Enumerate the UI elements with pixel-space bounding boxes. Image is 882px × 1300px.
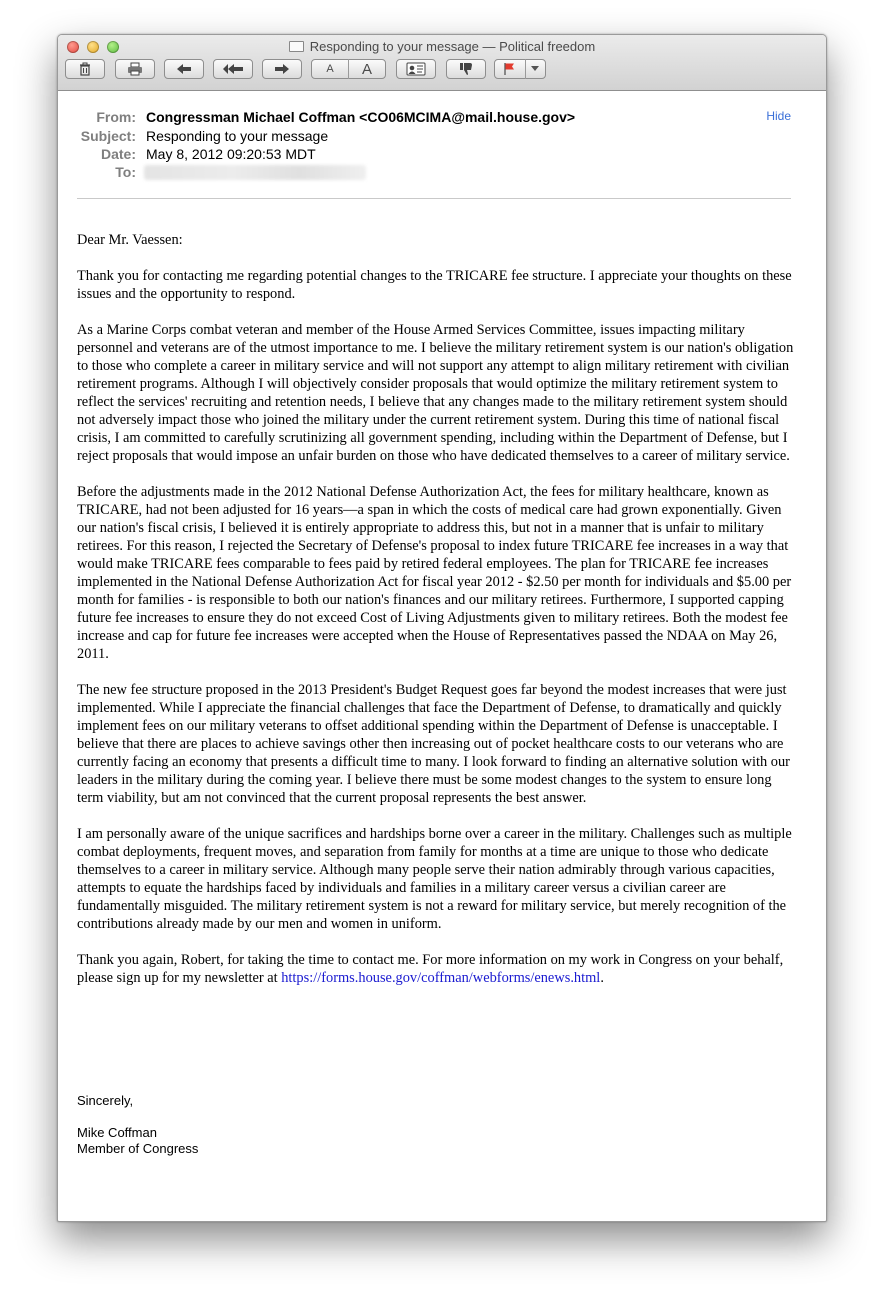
flag-button[interactable] [494,59,546,79]
window-title [58,39,826,54]
flag-menu-divider [525,59,526,79]
greeting: Dear Mr. Vaessen: [77,232,183,248]
paragraph-6-end: . [600,970,604,986]
flag-icon [503,62,517,76]
font-size-buttons [311,59,386,79]
signature-title: Member of Congress [77,1141,199,1156]
newsletter-link[interactable]: https://forms.house.gov/coffman/webforms/enews.html [281,970,601,986]
from-value[interactable]: Congressman Michael Coffman <CO06MCIMA@mail.house.gov> [146,109,576,125]
delete-button[interactable] [65,59,105,79]
hide-link[interactable]: Hide [766,109,791,123]
junk-button[interactable] [446,59,486,79]
envelope-icon [289,41,304,52]
smaller-font-button[interactable]: A [326,63,334,75]
larger-font-button[interactable]: A [361,60,372,78]
redacted-recipient [144,165,366,180]
paragraph-6-text: Thank you again, Robert, for taking the time to contact me. For more information on my work in Congress on your behalf, please sign up for my newsletter at [77,952,784,986]
paragraph-3: Before the adjustments made in the 2012 National Defense Authorization Act, the fees for military healthcare, known as TRICARE, had not been adjusted for 16 years—a span in which the costs of medical care had grown exponentially. Given our nation's fiscal crisis, I believed it is entirely appropriate to address this, but not in a manner that is unfair to military retirees. For this reason, I rejected the Secretary of Defense's proposal to index future TRICARE fee increases in a way that would make TRICARE fees comparable to fees paid by retired federal employees. The plan for TRICARE fee increases implemented in the National Defense Authorization Act for fiscal year 2012 - $2.50 per month for individuals and $5.00 per month for families - is responsible to both our nation's finances and our military retirees. Furthermore, I supported capping future fee increases to ensure they do not exceed Cost of Living Adjustments given to military retirees. Both the modest fee increase and cap for future fee increases were accepted when the House of Representatives passed the NDAA on May 26, 2011. [77,484,792,662]
chevron-down-icon[interactable] [531,66,539,72]
paragraph-2: As a Marine Corps combat veteran and member of the House Armed Services Committee, issues impacting military personnel and veterans are of the utmost importance to me. I believe the military retirement system is our nation's obligation to those who complete a career in military service and will not support any attempt to align military retirement with civilian retirement programs. Although I will objectively consider proposals that would optimize the military retirement system to reflect the services' recruiting and retention needs, I believe that any changes made to the military retirement system should not adversely impact those who joined the military under the current retirement system. During this time of national fiscal crisis, I am committed to carefully scrutinizing all government spending, including within the Department of Defense, but I reject proposals that would impose an unfair burden on those who have dedicated themselves to a career of military service. [77,322,794,464]
title-bar[interactable] [58,35,826,91]
header-divider [77,198,791,199]
trash-icon [78,62,92,76]
forward-arrow-icon [274,63,290,75]
printer-icon [127,62,143,76]
print-button[interactable] [115,59,155,79]
date-value: May 8, 2012 09:20:53 MDT [146,146,316,162]
message-body [77,231,795,1005]
mail-window [57,34,827,1222]
address-card-button[interactable] [396,59,436,79]
reply-all-arrow-icon [222,63,244,75]
paragraph-6 [77,951,795,987]
to-label: To: [115,164,136,180]
from-label: From: [96,109,136,125]
subject-label: Subject: [80,128,136,144]
subject-value: Responding to your message [146,128,329,144]
thumbs-down-icon [459,62,473,76]
reply-button[interactable] [164,59,204,79]
signature-name: Mike Coffman [77,1125,157,1140]
date-label: Date: [100,146,136,162]
address-card-icon [406,62,426,76]
reply-arrow-icon [176,63,192,75]
window-title-text: Responding to your message — Political freedom [309,39,596,54]
closing: Sincerely, [77,1093,134,1108]
paragraph-4: The new fee structure proposed in the 2013 President's Budget Request goes far beyond the modest increases that were just implemented. While I appreciate the financial challenges that face the Department of Defense, to dramatically and quickly implement fees on our military veterans to offset additional spending within the Department of Defense is unacceptable. I believe that there are places to achieve savings other then increasing out of pocket healthcare costs to our veterans who are currently facing an economy that presents a difficult time to many. I look forward to finding an alternative solution with our leaders in the military during the coming year. I believe there must be some modest changes to the system to ensure long term viability, but am not convinced that the current proposal represents the best answer. [77,682,790,806]
reply-all-button[interactable] [213,59,253,79]
paragraph-1: Thank you for contacting me regarding potential changes to the TRICARE fee structure. I appreciate your thoughts on these issues and the opportunity to respond. [77,268,792,302]
paragraph-5: I am personally aware of the unique sacrifices and hardships borne over a career in the military. Challenges such as multiple combat deployments, frequent moves, and separation from family for months at a time are unique to those who dedicate themselves to a career in military service. Although many people serve their nation admirably through various capacities, attempts to equate the hardships faced by individuals and families in a military career versus a civilian career are fundamentally misguided. The military retirement system is not a reward for military service, but merely recognition of the contributions already made by our men and women in uniform. [77,826,792,932]
forward-button[interactable] [262,59,302,79]
